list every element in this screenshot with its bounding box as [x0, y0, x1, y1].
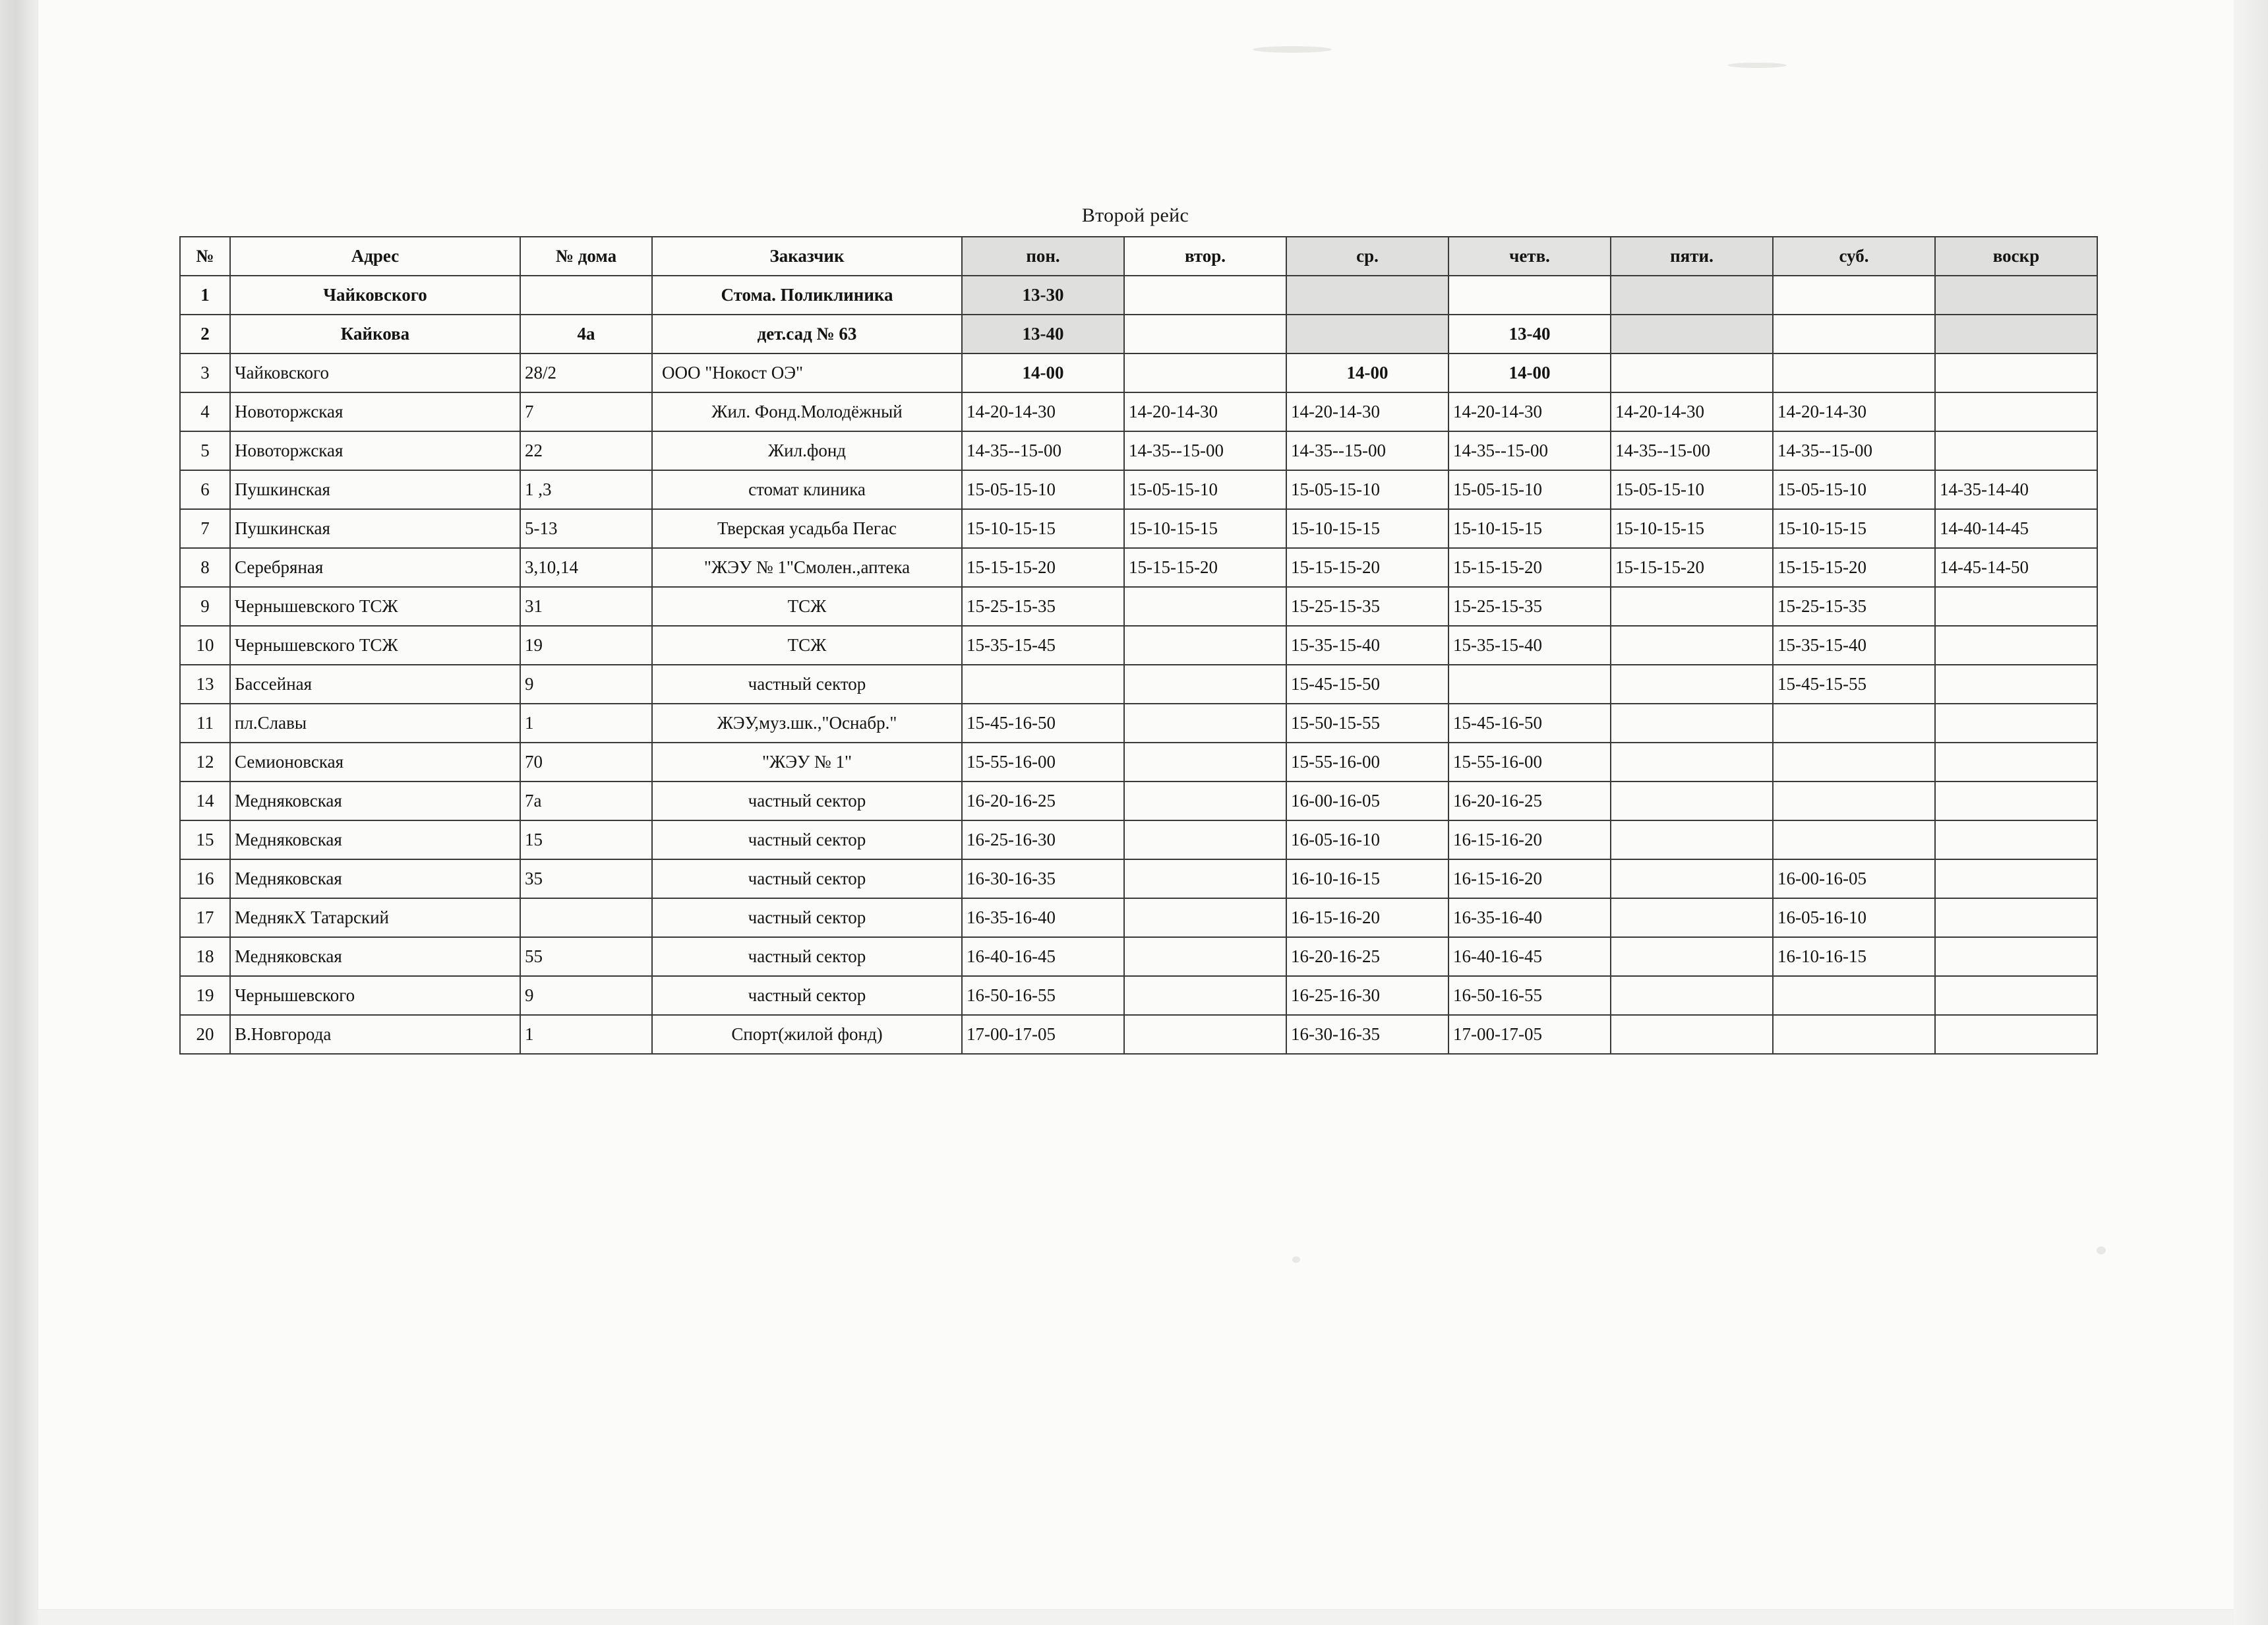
- cell-sunday: 14-45-14-50: [1935, 548, 2097, 587]
- cell-customer: частный сектор: [652, 665, 962, 704]
- cell-tuesday: 15-05-15-10: [1124, 470, 1286, 509]
- cell-tuesday: [1124, 743, 1286, 782]
- cell-saturday: 15-45-15-55: [1773, 665, 1935, 704]
- cell-customer: "ЖЭУ № 1"Смолен.,аптека: [652, 548, 962, 587]
- cell-thursday: 15-05-15-10: [1448, 470, 1611, 509]
- cell-monday: 16-50-16-55: [962, 976, 1124, 1015]
- cell-wednesday: 15-05-15-10: [1286, 470, 1448, 509]
- cell-sunday: [1935, 743, 2097, 782]
- cell-saturday: 15-15-15-20: [1773, 548, 1935, 587]
- cell-house: 1 ,3: [520, 470, 652, 509]
- cell-customer: ООО "Нокост ОЭ": [652, 353, 962, 392]
- header-address: Адрес: [230, 237, 520, 276]
- cell-address: Пушкинская: [230, 509, 520, 548]
- cell-thursday: 16-15-16-20: [1448, 820, 1611, 859]
- cell-friday: [1611, 276, 1773, 315]
- header-house: № дома: [520, 237, 652, 276]
- cell-friday: [1611, 626, 1773, 665]
- cell-address: Чайковского: [230, 276, 520, 315]
- cell-wednesday: 14-35--15-00: [1286, 431, 1448, 470]
- cell-num: 19: [180, 976, 230, 1015]
- cell-tuesday: [1124, 859, 1286, 898]
- cell-house: 22: [520, 431, 652, 470]
- cell-friday: 15-15-15-20: [1611, 548, 1773, 587]
- cell-friday: [1611, 315, 1773, 353]
- cell-monday: 13-30: [962, 276, 1124, 315]
- page-left-shadow: [0, 0, 38, 1625]
- cell-sunday: [1935, 665, 2097, 704]
- cell-tuesday: 15-15-15-20: [1124, 548, 1286, 587]
- cell-friday: [1611, 743, 1773, 782]
- cell-customer: Жил. Фонд.Молодёжный: [652, 392, 962, 431]
- cell-monday: 16-20-16-25: [962, 782, 1124, 820]
- cell-tuesday: [1124, 898, 1286, 937]
- cell-address: Чернышевского ТСЖ: [230, 587, 520, 626]
- cell-tuesday: 14-20-14-30: [1124, 392, 1286, 431]
- header-customer: Заказчик: [652, 237, 962, 276]
- cell-house: 9: [520, 976, 652, 1015]
- cell-customer: ТСЖ: [652, 626, 962, 665]
- cell-house: 1: [520, 704, 652, 743]
- cell-house: [520, 898, 652, 937]
- cell-tuesday: [1124, 976, 1286, 1015]
- scan-speck: [1727, 63, 1787, 68]
- cell-sunday: [1935, 276, 2097, 315]
- cell-house: 5-13: [520, 509, 652, 548]
- table-header-row: [180, 237, 2097, 276]
- header-saturday: суб.: [1773, 237, 1935, 276]
- cell-saturday: [1773, 704, 1935, 743]
- header-thursday: четв.: [1448, 237, 1611, 276]
- cell-monday: 16-35-16-40: [962, 898, 1124, 937]
- cell-house: 55: [520, 937, 652, 976]
- cell-customer: частный сектор: [652, 937, 962, 976]
- cell-sunday: [1935, 898, 2097, 937]
- cell-wednesday: 15-50-15-55: [1286, 704, 1448, 743]
- cell-monday: 14-00: [962, 353, 1124, 392]
- cell-address: Медняковская: [230, 782, 520, 820]
- table-row: [180, 392, 2097, 431]
- cell-address: Чернышевского ТСЖ: [230, 626, 520, 665]
- cell-address: В.Новгорода: [230, 1015, 520, 1054]
- table-row: [180, 859, 2097, 898]
- cell-saturday: 16-10-16-15: [1773, 937, 1935, 976]
- cell-thursday: 15-45-16-50: [1448, 704, 1611, 743]
- cell-thursday: 15-10-15-15: [1448, 509, 1611, 548]
- cell-sunday: 14-35-14-40: [1935, 470, 2097, 509]
- cell-thursday: 14-35--15-00: [1448, 431, 1611, 470]
- cell-thursday: 16-15-16-20: [1448, 859, 1611, 898]
- cell-thursday: [1448, 665, 1611, 704]
- cell-saturday: [1773, 276, 1935, 315]
- cell-saturday: 16-00-16-05: [1773, 859, 1935, 898]
- cell-customer: Тверская усадьба Пегас: [652, 509, 962, 548]
- cell-house: 9: [520, 665, 652, 704]
- cell-address: Медняковская: [230, 937, 520, 976]
- cell-friday: [1611, 782, 1773, 820]
- cell-customer: Стома. Поликлиника: [652, 276, 962, 315]
- cell-wednesday: 15-35-15-40: [1286, 626, 1448, 665]
- cell-friday: 14-35--15-00: [1611, 431, 1773, 470]
- cell-num: 10: [180, 626, 230, 665]
- cell-wednesday: 15-45-15-50: [1286, 665, 1448, 704]
- cell-saturday: [1773, 782, 1935, 820]
- table-row: [180, 315, 2097, 353]
- cell-thursday: 16-40-16-45: [1448, 937, 1611, 976]
- cell-friday: [1611, 937, 1773, 976]
- cell-address: Новоторжская: [230, 431, 520, 470]
- cell-sunday: [1935, 820, 2097, 859]
- cell-friday: [1611, 976, 1773, 1015]
- cell-wednesday: 14-20-14-30: [1286, 392, 1448, 431]
- cell-house: [520, 276, 652, 315]
- cell-house: 7: [520, 392, 652, 431]
- table-row: [180, 665, 2097, 704]
- cell-customer: дет.сад № 63: [652, 315, 962, 353]
- schedule-table-body: [180, 276, 2097, 1054]
- cell-thursday: 15-35-15-40: [1448, 626, 1611, 665]
- cell-customer: стомат клиника: [652, 470, 962, 509]
- cell-wednesday: [1286, 315, 1448, 353]
- cell-wednesday: 16-30-16-35: [1286, 1015, 1448, 1054]
- cell-monday: 14-35--15-00: [962, 431, 1124, 470]
- cell-house: 28/2: [520, 353, 652, 392]
- cell-thursday: 16-50-16-55: [1448, 976, 1611, 1015]
- header-sunday: воскр: [1935, 237, 2097, 276]
- cell-customer: "ЖЭУ № 1": [652, 743, 962, 782]
- cell-saturday: 16-05-16-10: [1773, 898, 1935, 937]
- header-tuesday: втор.: [1124, 237, 1286, 276]
- cell-customer: частный сектор: [652, 859, 962, 898]
- cell-sunday: [1935, 392, 2097, 431]
- cell-friday: [1611, 820, 1773, 859]
- cell-address: Бассейная: [230, 665, 520, 704]
- cell-sunday: 14-40-14-45: [1935, 509, 2097, 548]
- header-friday: пяти.: [1611, 237, 1773, 276]
- cell-sunday: [1935, 782, 2097, 820]
- cell-saturday: [1773, 976, 1935, 1015]
- cell-address: пл.Славы: [230, 704, 520, 743]
- table-row: [180, 898, 2097, 937]
- cell-address: Пушкинская: [230, 470, 520, 509]
- cell-sunday: [1935, 353, 2097, 392]
- cell-monday: 15-10-15-15: [962, 509, 1124, 548]
- cell-num: 1: [180, 276, 230, 315]
- cell-wednesday: 15-15-15-20: [1286, 548, 1448, 587]
- cell-thursday: 16-20-16-25: [1448, 782, 1611, 820]
- cell-customer: частный сектор: [652, 898, 962, 937]
- cell-sunday: [1935, 704, 2097, 743]
- cell-monday: [962, 665, 1124, 704]
- cell-friday: [1611, 353, 1773, 392]
- cell-saturday: [1773, 315, 1935, 353]
- cell-house: 35: [520, 859, 652, 898]
- cell-tuesday: [1124, 937, 1286, 976]
- cell-customer: частный сектор: [652, 820, 962, 859]
- cell-num: 5: [180, 431, 230, 470]
- cell-thursday: 17-00-17-05: [1448, 1015, 1611, 1054]
- cell-thursday: 14-20-14-30: [1448, 392, 1611, 431]
- cell-saturday: 15-35-15-40: [1773, 626, 1935, 665]
- cell-thursday: 14-00: [1448, 353, 1611, 392]
- cell-sunday: [1935, 859, 2097, 898]
- table-row: [180, 470, 2097, 509]
- cell-address: Чайковского: [230, 353, 520, 392]
- cell-house: 19: [520, 626, 652, 665]
- cell-num: 14: [180, 782, 230, 820]
- cell-wednesday: 16-20-16-25: [1286, 937, 1448, 976]
- cell-monday: 14-20-14-30: [962, 392, 1124, 431]
- cell-friday: 15-10-15-15: [1611, 509, 1773, 548]
- cell-friday: [1611, 898, 1773, 937]
- cell-customer: Спорт(жилой фонд): [652, 1015, 962, 1054]
- cell-num: 3: [180, 353, 230, 392]
- cell-wednesday: 16-05-16-10: [1286, 820, 1448, 859]
- schedule-table: [179, 236, 2098, 1055]
- cell-num: 17: [180, 898, 230, 937]
- cell-address: Медняковская: [230, 859, 520, 898]
- cell-thursday: 15-25-15-35: [1448, 587, 1611, 626]
- cell-friday: 15-05-15-10: [1611, 470, 1773, 509]
- cell-customer: частный сектор: [652, 976, 962, 1015]
- cell-monday: 15-05-15-10: [962, 470, 1124, 509]
- cell-num: 16: [180, 859, 230, 898]
- table-row: [180, 548, 2097, 587]
- cell-thursday: [1448, 276, 1611, 315]
- cell-saturday: 15-10-15-15: [1773, 509, 1935, 548]
- cell-house: 70: [520, 743, 652, 782]
- cell-house: 3,10,14: [520, 548, 652, 587]
- cell-monday: 16-40-16-45: [962, 937, 1124, 976]
- cell-sunday: [1935, 937, 2097, 976]
- table-row: [180, 1015, 2097, 1054]
- table-row: [180, 587, 2097, 626]
- cell-tuesday: [1124, 276, 1286, 315]
- cell-customer: Жил.фонд: [652, 431, 962, 470]
- cell-saturday: 14-20-14-30: [1773, 392, 1935, 431]
- cell-thursday: 15-15-15-20: [1448, 548, 1611, 587]
- cell-wednesday: 16-00-16-05: [1286, 782, 1448, 820]
- cell-tuesday: [1124, 665, 1286, 704]
- cell-saturday: 15-25-15-35: [1773, 587, 1935, 626]
- cell-tuesday: [1124, 1015, 1286, 1054]
- cell-customer: ЖЭУ,муз.шк.,"Оснабр.": [652, 704, 962, 743]
- cell-monday: 15-45-16-50: [962, 704, 1124, 743]
- cell-saturday: [1773, 743, 1935, 782]
- cell-wednesday: 16-15-16-20: [1286, 898, 1448, 937]
- cell-num: 20: [180, 1015, 230, 1054]
- cell-tuesday: [1124, 315, 1286, 353]
- scan-speck: [2097, 1246, 2106, 1254]
- cell-sunday: [1935, 976, 2097, 1015]
- cell-tuesday: 15-10-15-15: [1124, 509, 1286, 548]
- cell-tuesday: [1124, 626, 1286, 665]
- table-row: [180, 743, 2097, 782]
- cell-address: Семионовская: [230, 743, 520, 782]
- cell-address: Медняковская: [230, 820, 520, 859]
- cell-saturday: [1773, 353, 1935, 392]
- cell-num: 11: [180, 704, 230, 743]
- cell-wednesday: 15-25-15-35: [1286, 587, 1448, 626]
- cell-friday: 14-20-14-30: [1611, 392, 1773, 431]
- scan-speck: [1292, 1256, 1300, 1263]
- document-title: Второй рейс: [1081, 204, 1189, 226]
- cell-thursday: 16-35-16-40: [1448, 898, 1611, 937]
- cell-num: 2: [180, 315, 230, 353]
- cell-thursday: 15-55-16-00: [1448, 743, 1611, 782]
- table-row: [180, 704, 2097, 743]
- cell-num: 9: [180, 587, 230, 626]
- cell-monday: 15-25-15-35: [962, 587, 1124, 626]
- cell-house: 1: [520, 1015, 652, 1054]
- cell-address: Кайкова: [230, 315, 520, 353]
- cell-friday: [1611, 665, 1773, 704]
- cell-num: 13: [180, 665, 230, 704]
- cell-sunday: [1935, 315, 2097, 353]
- cell-monday: 16-30-16-35: [962, 859, 1124, 898]
- cell-sunday: [1935, 431, 2097, 470]
- cell-saturday: [1773, 820, 1935, 859]
- cell-num: 4: [180, 392, 230, 431]
- cell-wednesday: 16-10-16-15: [1286, 859, 1448, 898]
- cell-address: МеднякХ Татарский: [230, 898, 520, 937]
- page-right-shadow: [2234, 0, 2268, 1625]
- cell-house: 31: [520, 587, 652, 626]
- cell-sunday: [1935, 587, 2097, 626]
- cell-monday: 15-15-15-20: [962, 548, 1124, 587]
- cell-tuesday: 14-35--15-00: [1124, 431, 1286, 470]
- cell-address: Серебряная: [230, 548, 520, 587]
- cell-monday: 16-25-16-30: [962, 820, 1124, 859]
- cell-tuesday: [1124, 353, 1286, 392]
- cell-num: 12: [180, 743, 230, 782]
- schedule-table-container: [179, 198, 2091, 1055]
- cell-saturday: 14-35--15-00: [1773, 431, 1935, 470]
- cell-friday: [1611, 859, 1773, 898]
- cell-friday: [1611, 587, 1773, 626]
- cell-tuesday: [1124, 782, 1286, 820]
- cell-monday: 15-35-15-45: [962, 626, 1124, 665]
- cell-wednesday: 15-10-15-15: [1286, 509, 1448, 548]
- cell-wednesday: [1286, 276, 1448, 315]
- cell-tuesday: [1124, 820, 1286, 859]
- cell-wednesday: 15-55-16-00: [1286, 743, 1448, 782]
- cell-house: 7а: [520, 782, 652, 820]
- cell-wednesday: 14-00: [1286, 353, 1448, 392]
- cell-house: 4а: [520, 315, 652, 353]
- table-row: [180, 431, 2097, 470]
- header-wednesday: ср.: [1286, 237, 1448, 276]
- cell-sunday: [1935, 626, 2097, 665]
- cell-address: Чернышевского: [230, 976, 520, 1015]
- cell-house: 15: [520, 820, 652, 859]
- scan-speck: [1253, 46, 1332, 53]
- cell-customer: ТСЖ: [652, 587, 962, 626]
- cell-thursday: 13-40: [1448, 315, 1611, 353]
- table-row: [180, 353, 2097, 392]
- cell-num: 7: [180, 509, 230, 548]
- header-num: №: [180, 237, 230, 276]
- cell-monday: 15-55-16-00: [962, 743, 1124, 782]
- table-row: [180, 976, 2097, 1015]
- table-row: [180, 782, 2097, 820]
- cell-num: 15: [180, 820, 230, 859]
- cell-num: 6: [180, 470, 230, 509]
- cell-customer: частный сектор: [652, 782, 962, 820]
- cell-wednesday: 16-25-16-30: [1286, 976, 1448, 1015]
- header-monday: пон.: [962, 237, 1124, 276]
- cell-num: 8: [180, 548, 230, 587]
- table-row: [180, 820, 2097, 859]
- table-row: [180, 937, 2097, 976]
- table-row: [180, 509, 2097, 548]
- cell-monday: 13-40: [962, 315, 1124, 353]
- cell-saturday: [1773, 1015, 1935, 1054]
- cell-sunday: [1935, 1015, 2097, 1054]
- table-row: [180, 626, 2097, 665]
- cell-friday: [1611, 1015, 1773, 1054]
- cell-monday: 17-00-17-05: [962, 1015, 1124, 1054]
- cell-tuesday: [1124, 704, 1286, 743]
- cell-saturday: 15-05-15-10: [1773, 470, 1935, 509]
- cell-address: Новоторжская: [230, 392, 520, 431]
- cell-tuesday: [1124, 587, 1286, 626]
- cell-num: 18: [180, 937, 230, 976]
- table-row: [180, 276, 2097, 315]
- cell-friday: [1611, 704, 1773, 743]
